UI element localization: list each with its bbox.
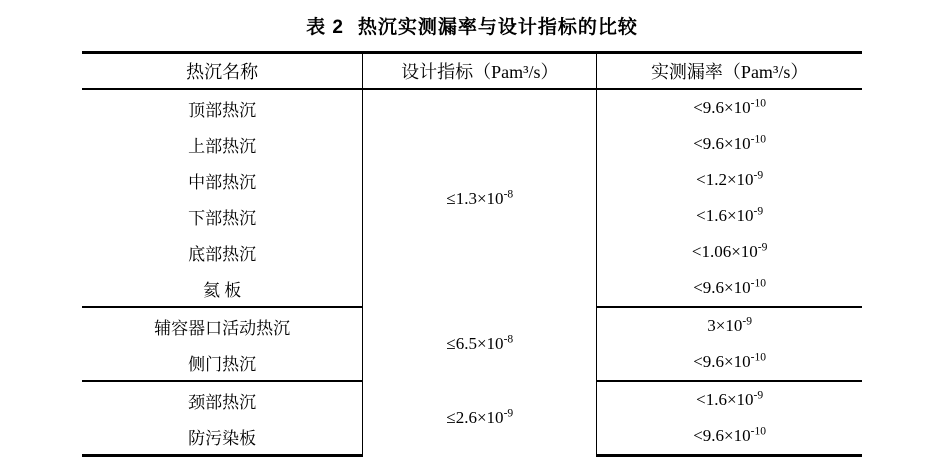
cell-measured <box>597 418 862 456</box>
measured-exponent: -9 <box>757 240 768 254</box>
measured-exponent: -9 <box>742 314 752 328</box>
table-container <box>82 51 862 457</box>
cell-name: 辅容器口活动热沉 <box>154 318 291 338</box>
spec-base: ≤2.6×10 <box>446 408 504 428</box>
table-row <box>82 89 862 126</box>
measured-base: <9.6×10 <box>693 426 751 445</box>
measured-exponent: -9 <box>753 388 764 402</box>
cell-spec <box>363 89 597 307</box>
measured-base: <1.6×10 <box>696 390 754 409</box>
cell-measured <box>597 307 862 344</box>
measured-base: <1.06×10 <box>691 242 758 261</box>
table-row <box>82 307 862 344</box>
table-header-row <box>82 53 862 90</box>
cell-name: 顶部热沉 <box>188 100 257 120</box>
spec-base: ≤6.5×10 <box>446 334 504 353</box>
cell-name: 氦 板 <box>82 270 363 307</box>
measured-exponent: -10 <box>750 350 767 364</box>
spec-exponent: -8 <box>503 186 514 200</box>
measured-exponent: -10 <box>750 96 767 110</box>
cell-measured <box>597 126 862 162</box>
cell-name: 上部热沉 <box>188 136 257 156</box>
cell-name: 颈部热沉 <box>188 392 257 412</box>
header-cell-name: 热沉名称 <box>82 53 363 90</box>
measured-base: 3×10 <box>707 316 743 335</box>
measured-base: <1.6×10 <box>696 206 754 225</box>
measured-base: <9.6×10 <box>693 278 751 297</box>
table-caption <box>0 0 944 51</box>
spec-base: ≤1.3×10 <box>446 188 504 208</box>
header-cell-spec: 设计指标（Pam³/s） <box>363 53 597 90</box>
cell-name: 底部热沉 <box>188 244 257 264</box>
leak-rate-table <box>82 51 862 457</box>
cell-measured <box>597 381 862 418</box>
header-cell-measured: 实测漏率（Pam³/s） <box>597 53 862 90</box>
cell-measured <box>597 270 862 307</box>
caption-title: 热沉实测漏率与设计指标的比较 <box>357 17 638 38</box>
cell-measured <box>597 89 862 126</box>
measured-exponent: -9 <box>753 168 764 182</box>
measured-exponent: -10 <box>750 276 767 290</box>
cell-measured <box>597 234 862 270</box>
cell-name: 侧门热沉 <box>82 344 363 381</box>
measured-exponent: -10 <box>750 424 767 438</box>
measured-base: <1.2×10 <box>696 170 754 189</box>
cell-measured <box>597 198 862 234</box>
cell-measured <box>597 344 862 381</box>
measured-base: <9.6×10 <box>693 352 751 371</box>
spec-exponent: -9 <box>503 406 514 420</box>
caption-number: 表 2 <box>306 17 344 38</box>
measured-base: <9.6×10 <box>693 98 751 117</box>
cell-spec <box>363 381 597 456</box>
spec-exponent: -8 <box>503 332 514 346</box>
table-row <box>82 381 862 418</box>
cell-spec <box>363 307 597 381</box>
cell-name: 中部热沉 <box>188 172 257 192</box>
cell-name: 下部热沉 <box>188 208 257 228</box>
measured-base: <9.6×10 <box>693 134 751 153</box>
cell-name: 防污染板 <box>82 418 363 456</box>
cell-measured <box>597 162 862 198</box>
measured-exponent: -10 <box>750 132 767 146</box>
measured-exponent: -9 <box>753 204 764 218</box>
